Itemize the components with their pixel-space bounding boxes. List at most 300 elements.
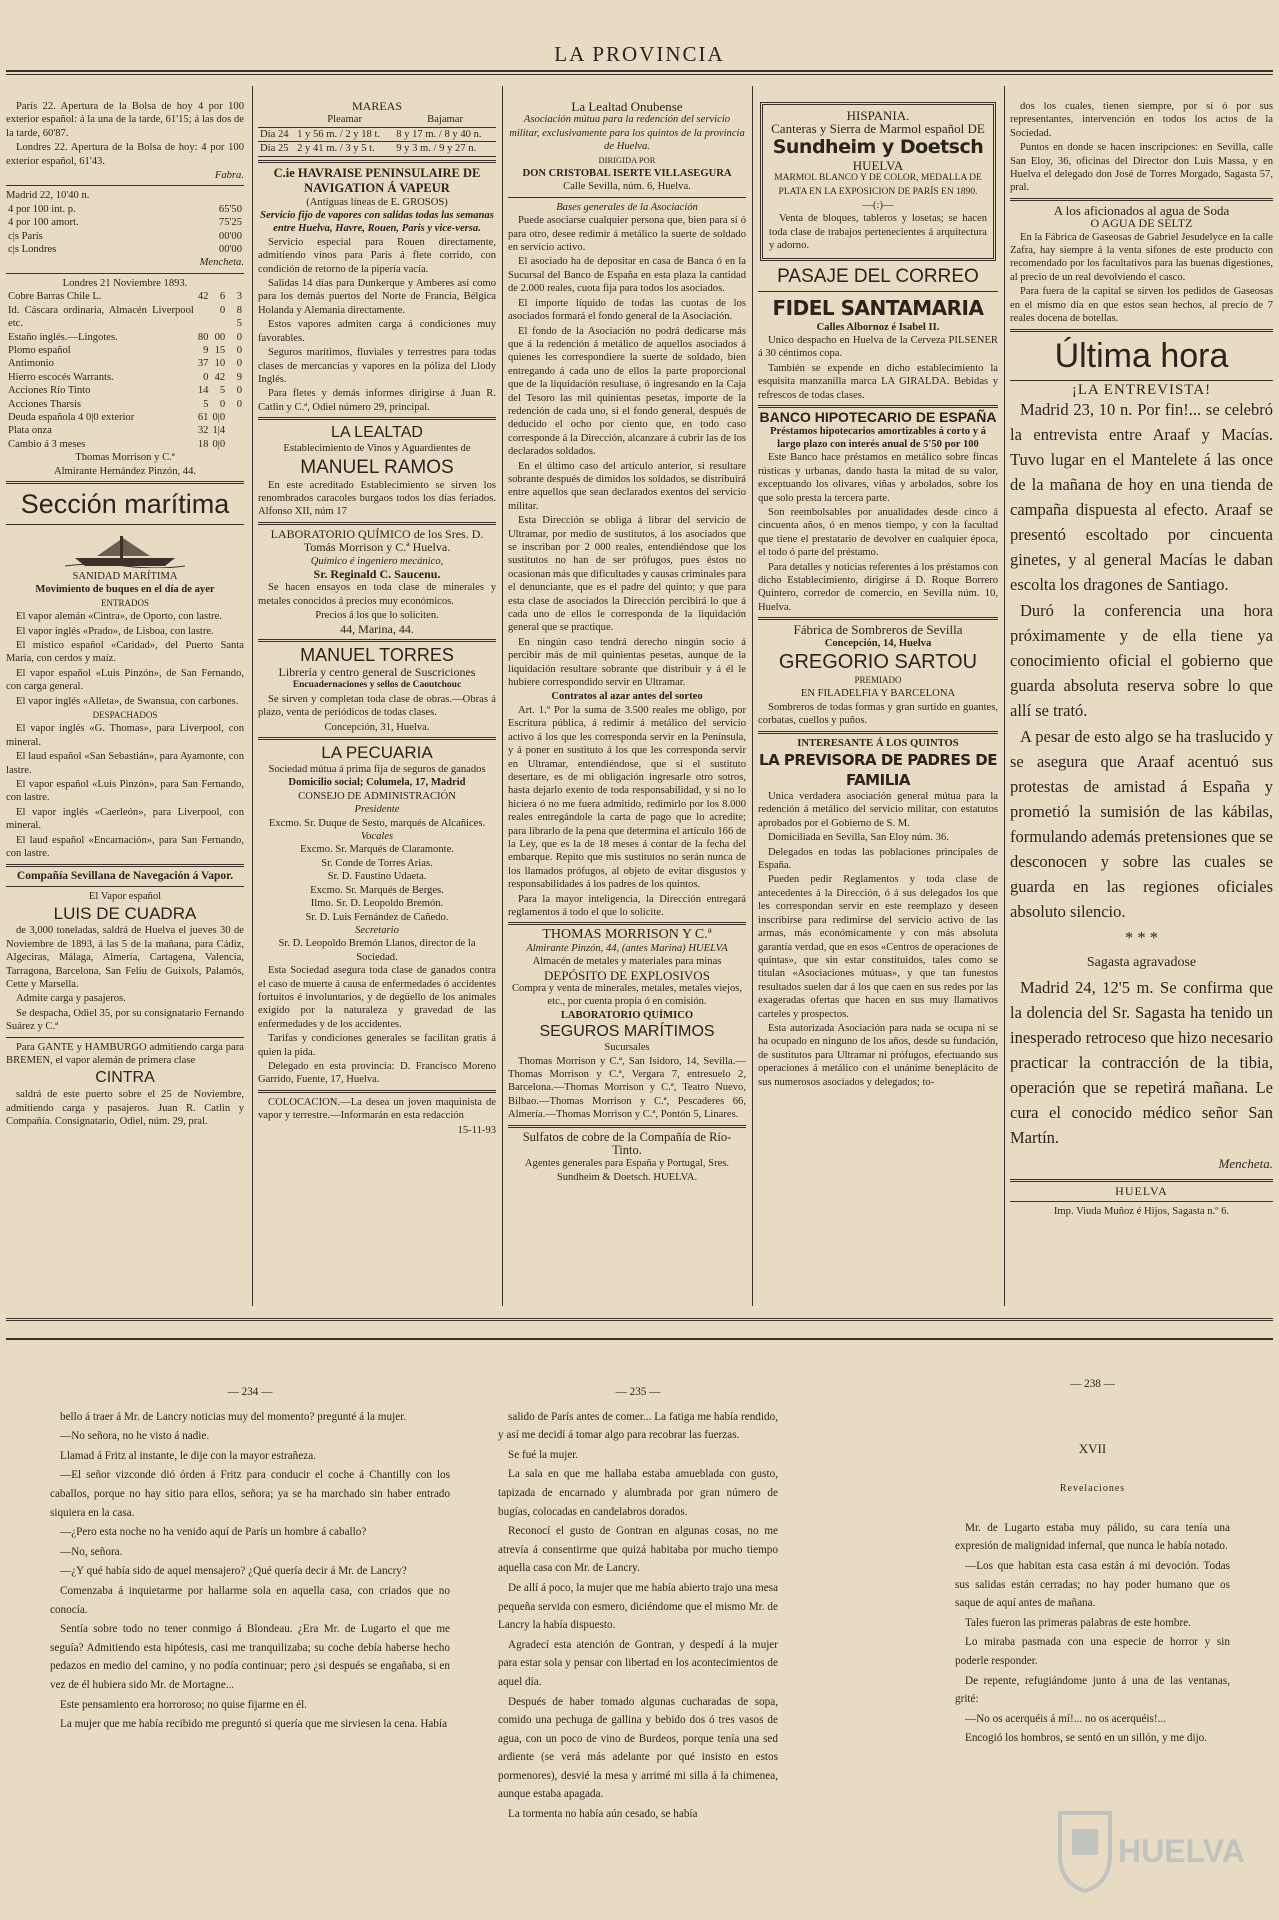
vocal-name: Sr. D. Luis Fernández de Cañedo. [305, 911, 449, 923]
divider [6, 185, 244, 186]
masthead-rule-thin [6, 74, 1273, 75]
table-row [258, 127, 496, 141]
table-cell: Hierro escocés Warrants. [8, 371, 114, 383]
entrevista-text: A pesar de esto algo se ha traslucido y se asegura que Araaf acentuó sus protestas de amistad á España y prometió la sumisión de las kábilas, formulando además pretensiones que se desconocen y sobre las cuales se guarda en las regiones oficiales absoluto silencio. [1010, 726, 1273, 921]
signature-mencheta: Mencheta. [1218, 1155, 1273, 1171]
table-cell: 4 por 100 int. p. [8, 203, 76, 215]
previsora-text: Domiciliada en Sevilla, San Eloy núm. 36. [768, 832, 949, 844]
encuad-line: Encuadernaciones y sellos de Caoutchouc [292, 680, 462, 691]
entrado-item: El vapor inglés «Alleta», de Swansua, con carbones. [16, 695, 239, 707]
seltz-title: O AGUA DE SELTZ [1090, 216, 1193, 231]
table-cell: 0 [236, 344, 242, 356]
table-row [6, 290, 244, 303]
presidente-label: Presidente [354, 804, 400, 816]
concepcion-line: Concepción, 14, Huelva [824, 637, 932, 649]
interesante-heading: INTERESANTE Á LOS QUINTOS [797, 737, 959, 749]
divider [6, 273, 244, 274]
luis-de-cuadra-title: LUIS DE CUADRA [53, 904, 197, 924]
signature-mencheta: Mencheta. [199, 257, 244, 269]
table-row [6, 230, 244, 243]
table-cell: 42 [197, 291, 209, 303]
lealtad-title: LA LEALTAD [331, 424, 423, 442]
serial-paragraph: —¿Y qué había sido de aquel mensajero? ¿Qué quería decir á Mr. de Lancry? [60, 1565, 407, 1578]
serial-paragraph: —Los que habitan esta casa están á mi devoción. Todas sus salidas están cerradas; no hay poder humano que os saque de aquí antes de mañana. [955, 1559, 1230, 1610]
table-cell: 8 5 [236, 304, 242, 330]
masthead-title: LA PROVINCIA [554, 42, 725, 66]
table-cell: 0 [236, 398, 242, 410]
secretario-name: Sr. D. Leopoldo Bremón Llanos, director de la Sociedad. [278, 938, 476, 963]
table-cell: 18 [197, 438, 209, 450]
canteras-line: Canteras y Sierra de Marmol español DE [771, 121, 985, 137]
table-cell: 3 [236, 291, 242, 303]
fidel-text: También se expende en dicho establecimiento la esquisita manzanilla marca LA GIRALDA. Bebidas y refrescos de todas clases. [758, 362, 998, 401]
separator: —(:)— [862, 200, 894, 212]
sucursales-text: Thomas Morrison y C.ª, San Isidoro, 14, Sevilla.—Thomas Morrison y C.ª, Vergara 7, entresuelo 2, Barcelona.—Thomas Morrison y C.ª, Teatro Nuevo, Bilbao.—Thomas Morrison y C.ª, Pescaderes 66, Almería.—Thomas Morrison y C.ª, Pontón 5, Linares. [508, 1055, 746, 1121]
serial-paragraph: —No señora, no he visto á nadie. [60, 1430, 210, 1443]
dirigida-label: DIRIGIDA POR [598, 154, 656, 165]
divider [6, 481, 244, 484]
table-cell: 5 [219, 385, 226, 397]
vapor-label: El Vapor español [88, 890, 162, 902]
table-row [6, 331, 244, 344]
divider [758, 405, 998, 408]
table-row [6, 304, 244, 331]
table-cell: 1 y 56 m. / 2 y 18 t. [297, 128, 381, 140]
hispania-title: HISPANIA. [846, 108, 910, 123]
divider [258, 522, 496, 525]
laboratorio-line: LABORATORIO QUÍMICO [560, 1009, 694, 1021]
table-row [6, 203, 244, 216]
fidel-title: FIDEL SANTAMARIA [772, 295, 984, 320]
sagasta-heading: Sagasta agravadose [1086, 954, 1197, 970]
table-cell: 9 [236, 371, 242, 383]
table-cell [196, 304, 211, 331]
archive-watermark [1050, 1805, 1245, 1895]
serial-paragraph: Este pensamiento era horroroso; no quise fijarme en él. [60, 1698, 307, 1711]
serial-paragraph: bello á traer á Mr. de Lancry noticias muy del momento? pregunté á la mujer. [60, 1410, 407, 1423]
table-row [258, 142, 496, 156]
compra-line: Compra y venta de minerales, metales, metales viejos, etc., por cuenta propia ó en comisión. [511, 983, 743, 1008]
sulfatos-title: Sulfatos de cobre de la Compañía de Río-Tinto. [522, 1129, 732, 1158]
despachado-item: El laud español «Encarnación», para San Fernando, con lastre. [6, 834, 244, 860]
lealtad-text: En este acreditado Establecimiento se sirven los renombrados caracoles burgaos todos los días feriados. Alfonso XII, núm 17 [258, 479, 496, 518]
column-1 [6, 100, 244, 1310]
luis-text: Admite carga y pasajeros. [16, 993, 126, 1005]
serial-page-235 [498, 1383, 778, 1893]
hispania-city: HUELVA [852, 157, 904, 173]
table-cell [258, 113, 295, 127]
table-row [6, 371, 244, 384]
table-cell: 15 [214, 344, 226, 356]
table-cell: 1|4 [212, 425, 226, 437]
morrison-title: THOMAS MORRISON Y C.ª [542, 927, 712, 943]
table-cell [227, 424, 244, 437]
table-cell [227, 438, 244, 451]
havraise-text: Para fletes y demás informes dirigirse á Juan R. Catlin y C.ª, Odiel número 29, principal. [258, 388, 496, 413]
bases-text: Esta Dirección se obliga á librar del servicio de Ultramar, por medio de sustitutos, á los asociados que se inscriban por 2 000 reales, entendiéndose que los sustitutos no han de ser prófugos, pues éstos no ocasionan más que dificultades y causas criminales para el denunciante, que es el padre del quinto; y que para esta clase de asociados la Dirección percibirá lo que á cada uno de ellos le corresponda de la liquidación general que se practique. [508, 515, 746, 634]
colocacion-date: 15-11-93 [457, 1124, 496, 1136]
banco-title: BANCO HIPOTECARIO DE ESPAÑA [759, 409, 997, 426]
entrevista-heading: ¡LA ENTREVISTA! [1071, 381, 1212, 398]
serial-paragraph: —¿Pero esta noche no ha venido aquí de París un hombre á caballo? [60, 1526, 367, 1539]
despachado-item: El vapor español «Luis Pinzón», para San Fernando, con lastre. [6, 779, 244, 804]
marmol-line: MARMOL BLANCO Y DE COLOR, MEDALLA DE PLATA EN LA EXPOSICION DE PARÍS EN 1890. [774, 173, 982, 197]
divider [258, 160, 496, 163]
divider [258, 639, 496, 642]
table-row [6, 411, 244, 424]
serial-paragraph: Encogió los hombros, se sentó en un sillón, y me dijo. [965, 1732, 1208, 1745]
serial-paragraph: La tormenta no había aún cesado, se había [508, 1808, 698, 1821]
premiado-line: EN FILADELFIA Y BARCELONA [800, 688, 956, 700]
divider [508, 922, 746, 925]
bolsa-paris: París 22. Apertura de la Bolsa de hoy 4 por 100 exterior español: á la una de la tarde, 61'15; á las dos de la tarde, 60'87. [6, 101, 244, 139]
contratos-text: Para la mayor inteligencia, la Dirección entregará reglamentos á todo el que lo solicite. [508, 893, 746, 918]
havraise-text: Salidas 14 días para Dunkerque y Amberes así como para los demás puertos del Norte de Francia, Bélgica Holanda y Alemania directamente. [258, 278, 496, 316]
signature-fabra: Fabra. [214, 170, 244, 182]
column-rule [1004, 86, 1005, 1306]
folletin-rule [6, 1338, 1273, 1340]
column-5 [1010, 100, 1273, 1310]
serial-paragraph: —El señor vizconde dió órden á Fritz para conducir el coche á Chantilly con los caballos, porque no hay sitio para ellos, señora; ya se ha marchado sin haber entrado siquiera en la casa. [50, 1469, 450, 1519]
table-cell: 0 [203, 371, 209, 383]
compania-heading: Compañía Sevillana de Navegación á Vapor. [16, 869, 234, 882]
table-cell: 00'00 [218, 230, 242, 242]
column-2 [258, 100, 496, 1310]
laboratorio-address: 44, Marina, 44. [340, 621, 414, 636]
manuel-ramos-title: MANUEL RAMOS [300, 456, 454, 478]
column-rule [252, 86, 253, 1306]
table-cell: Plomo español [8, 344, 71, 356]
divider [1010, 1201, 1273, 1202]
pasaje-title: PASAJE DEL CORREO [777, 265, 979, 287]
pecuaria-subtitle: Sociedad mútua á prima fija de seguros de ganados [268, 764, 486, 776]
secretario-label: Secretario [355, 924, 399, 936]
serial-paragraph: La sala en que me hallaba estaba amueblada con gusto, tapizada de encarnado y alumbrada por gran número de bugías, colocadas en candelabros dorados. [498, 1468, 778, 1518]
divider [508, 197, 746, 198]
morrison-address: Almirante Pinzón, 44, (antes Marina) HUELVA [526, 942, 728, 954]
firm-name: Thomas Morrison y C.ª [75, 452, 175, 464]
torres-address: Concepción, 31, Huelva. [324, 721, 430, 733]
mareas-heading: MAREAS [351, 100, 402, 113]
vocal-name: Excmo. Sr. Marqués de Berges. [310, 884, 444, 896]
venta-text: Venta de bloques, tableros y losetas; se hacen toda clase de trabajos pertenecientes á arquitectura y adorno. [769, 213, 987, 252]
table-cell: 0 [236, 385, 242, 397]
onubense-address: Calle Sevilla, núm. 6, Huelva. [563, 181, 691, 193]
table-cell: 0 [219, 398, 226, 410]
sundheim-title: Sundheim y Doetsch [772, 135, 984, 158]
madrid-heading: Madrid 22, 10'40 n. [6, 190, 90, 202]
tarifas-text: Tarifas y condiciones generales se facilitan gratis á quien la pida. [258, 1033, 496, 1058]
seltz-text: En la Fábrica de Gaseosas de Gabriel Jesudelyce en la calle Zafra, hay siempre á la venta sifones de este producto con recomendado por los facultativos para las buenas digestiones, al precio de un real devolviendo el casco. [1010, 231, 1273, 283]
ultima-hora-heading: Última hora [1054, 336, 1229, 375]
serial-paragraph: Llamad á Fritz al instante, le dije con la mayor estrañeza. [60, 1449, 316, 1462]
fabrica-title: Fábrica de Sombreros de Sevilla [793, 622, 963, 638]
table-cell: Id. Cáscara ordinaria, Almacén Liverpool etc. [8, 304, 194, 330]
havraise-title: C.ie HAVRAISE PENINSULAIRE DE NAVIGATION Á VAPEUR [273, 165, 481, 195]
entrado-item: El místico español «Caridad», del Puerto Santa María, con cerdos y maíz. [6, 640, 244, 665]
bases-text: En ningún caso tendrá derecho ningún socio á percibir más de mil quinientas pesetas, aunque de la liquidación resultare sobrante que distribuir y á él le hubiere correspondido servir en Ultramar. [508, 636, 746, 689]
table-cell: 10 [214, 358, 226, 370]
table-cell: 0 [236, 331, 242, 343]
torres-text: Se sirven y completan toda clase de obras.—Obras á plazo, venta de periódicos de todas clases. [258, 693, 496, 719]
previsora-text: Delegados en todas las poblaciones principales de España. [758, 846, 998, 872]
table-cell: Pleamar [327, 114, 362, 126]
divider [258, 737, 496, 740]
table-cell: Acciones Tharsis [8, 398, 82, 410]
previsora-title: LA PREVISORA DE PADRES DE FAMILIA [759, 751, 997, 790]
table-row [6, 438, 244, 451]
despachado-item: El vapor inglés «Caerleón», para Liverpool, con mineral. [6, 806, 244, 832]
huelva-footer: HUELVA [1115, 1183, 1168, 1198]
entrados-heading: ENTRADOS [100, 597, 149, 608]
table-row [6, 384, 244, 397]
table-cell: 5 [203, 398, 209, 410]
serial-paragraph: Comenzaba á inquietarme por hallarme sola en aquella casa, con criados que no conocía. [50, 1584, 450, 1616]
divider [1010, 380, 1273, 381]
chapter-title: Revelaciones [1059, 1483, 1126, 1495]
watermark-text: HUELVA [1118, 1833, 1245, 1869]
table-cell: Cobre Barras Chile L. [8, 291, 102, 303]
entrado-item: El vapor alemán «Cintra», de Oporto, con lastre. [16, 611, 222, 623]
sartou-title: GREGORIO SARTOU [778, 651, 978, 673]
chapter-number: XVII [1078, 1440, 1107, 1456]
entrevista-text: Madrid 23, 10 n. Por fin!... se celebró la entrevista entre Araaf y Macías. Tuvo lugar en el Mantelete á las once de la mañana de hoy en una tienda de campaña dispuesta al efecto. Araaf se presentó escoltado por cincuenta ginetes, y al general Macías le daban escolta los dragones de Santiago. [1010, 399, 1273, 594]
vocal-name: Sr. D. Faustino Udaeta. [327, 871, 427, 883]
previsora-continued: dos los cuales, tienen siempre, por sí ó por sus representantes, intervención en todos los actos de la Sociedad. [1010, 101, 1273, 139]
table-cell: 2 y 41 m. / 3 y 5 t. [297, 143, 375, 155]
entrado-item: El vapor inglés «Prado», de Lisboa, con lastre. [16, 625, 214, 637]
table-cell: 4 por 100 amort. [8, 217, 79, 229]
divider [758, 731, 998, 734]
presidente-name: Excmo. Sr. Duque de Sesto, marqués de Alcañices. [268, 817, 486, 829]
cintra-text: saldrá de este puerto sobre el 25 de Noviembre, admitiendo carga y pasajeros. Juan R. Catlin y Compañía. Consignatario, Odiel, núm. 29, pral. [6, 1089, 244, 1128]
cintra-title: CINTRA [95, 1069, 155, 1087]
divider [1010, 198, 1273, 201]
bases-text: En el último caso del artículo anterior, si resultare sobrante después de dimidos los soldados, se distribuirá entre aquellos que sean declarados exentos del servicio militar. [508, 460, 746, 512]
table-cell: c|s París [8, 230, 43, 242]
table-cell: Día 25 [260, 143, 289, 155]
serial-paragraph: Se fué la mujer. [508, 1448, 579, 1461]
table-cell: 00'00 [218, 244, 242, 256]
table-cell: 42 [214, 371, 226, 383]
madrid-table [6, 203, 244, 257]
fidel-text: Unico despacho en Huelva de la Cerveza PILSENER á 30 céntimos copa. [758, 335, 998, 360]
table-cell: Estaño inglés.—Lingotes. [8, 331, 118, 343]
luis-text: de 3,000 toneladas, saldrá de Huelva el jueves 30 de Noviembre de 1893, á las 5 de la mañana, para Cádiz, Algeciras, Málaga, Almería, Cartagena, Valencia, Tarragona, Barcelona, San Feliu de Guixols, Palamós, Cette y Marsella. [6, 925, 244, 990]
londres-heading: Londres 21 Noviembre 1893. [62, 277, 188, 289]
table-cell: 8 y 17 m. / 8 y 40 n. [396, 128, 482, 140]
page-number: — 238 — [1070, 1378, 1115, 1390]
despachado-item: El laud español «San Sebastián», para Ayamonte, con lastre. [6, 751, 244, 776]
divider [6, 886, 244, 887]
entrado-item: El vapor español «Luis Pinzón», de San Fernando, con carga general. [6, 667, 244, 693]
bases-heading: Bases generales de la Asociación [556, 201, 698, 213]
grosos-subtitle: (Antiguas líneas de E. GROSOS) [306, 196, 448, 208]
column-rule [502, 86, 503, 1306]
havraise-text: Servicio especial para Rouen directamente, admitiendo vinos para París á flete corrido, con condición de retorno de la pipería vacía. [258, 236, 496, 275]
table-cell: 0|0 [212, 438, 226, 450]
folletin-rule [6, 1318, 1273, 1321]
seguros-line: SEGUROS MARÍTIMOS [539, 1023, 715, 1041]
table-row [6, 344, 244, 357]
table-cell: 0 [219, 304, 226, 316]
imprenta-line: Imp. Viuda Muñoz é Hijos, Sagasta n.º 6. [1053, 1206, 1230, 1218]
luis-text: Se despacha, Odiel 35, por su consignatario Fernando Suárez y C.ª [6, 1007, 244, 1033]
ship-icon [65, 528, 185, 568]
seltz-text: Para fuera de la capital se sirven los pedidos de Gaseosas en el mismo día en que estos sean hechos, al precio de 7 reales docena de botellas. [1010, 286, 1273, 325]
serial-paragraph: —No os acerquéis á mí!... no os acerquéis!... [965, 1712, 1167, 1725]
hispania-box [760, 102, 996, 261]
divider [6, 1037, 244, 1038]
column-rule [752, 86, 753, 1306]
vocal-name: Sr. Conde de Torres Arias. [321, 857, 433, 869]
serial-paragraph: La mujer que me había recibido me preguntó si quería que me sirviesen la cena. Había [60, 1718, 448, 1731]
table-cell: 61 [197, 411, 209, 423]
deposito-line: DEPÓSITO DE EXPLOSIVOS [544, 967, 710, 983]
movimiento-heading: Movimiento de buques en el día de ayer [35, 584, 215, 596]
table-cell: 9 [203, 344, 209, 356]
divider [258, 417, 496, 420]
table-cell: Deuda española 4 0|0 exterior [8, 411, 135, 423]
entrevista-text: Duró la conferencia una hora próximamente y de ella tiene ya conocimiento oficial el gobierno que guarda absoluta reserva sobre lo que allí se trató. [1010, 600, 1273, 720]
table-row [6, 243, 244, 256]
laboratorio-text: Se hacen ensayos en toda clase de minerales y metales conocidos á precios muy económicos. [258, 582, 496, 607]
despachado-item: El vapor inglés «G. Thomas», para Liverpool, con mineral. [6, 723, 244, 748]
divider [258, 1090, 496, 1093]
table-row [258, 113, 496, 127]
consejo-heading: CONSEJO DE ADMINISTRACIÓN [298, 790, 456, 802]
serial-paragraph: De allí á poco, la mujer que me había abierto trajo una mesa pequeña servida con esmero, diciéndome que el mismo Mr. de Lancry la había dispuesto. [498, 1581, 778, 1632]
table-cell: 75'25 [218, 217, 242, 229]
vocal-name: Excmo. Sr. Marqués de Claramonte. [300, 844, 454, 856]
table-cell: 00 [214, 331, 226, 343]
sucursales-label: Sucursales [604, 1042, 650, 1054]
column-3 [508, 100, 746, 1310]
table-cell: Bajamar [427, 114, 464, 126]
table-cell: 65'50 [218, 203, 242, 215]
lealtad-subtitle: Establecimiento de Vinos y Aguardientes de [283, 443, 471, 455]
serial-page-234 [50, 1383, 450, 1893]
previsora-text: Esta autorizada Asociación para nada se ocupa ni se ha ocupado en ninguno de los años, desde su fundación, de sustitutos para Ultramar ni prófugos, efectuando sus operaciones á metálico con el unánime beneplácito de sus numerosos asociados y delegados; to- [758, 1022, 998, 1088]
banco-text: Para detalles y noticias referentes á los préstamos con dicho Establecimiento, dirigirse á D. Roque Borrero Quintero, corredor de comercio, en Sevilla núm. 10, Huelva. [758, 561, 998, 613]
sagasta-text: Madrid 24, 12'5 m. Se confirma que la dolencia del Sr. Sagasta ha tenido un inesperado retroceso que hizo necesario practicar la contracción de la tibia, operación que se repetirá mañana. Le cura el conocido médico señor San Martín. [1010, 977, 1273, 1147]
serial-paragraph: Sentía sobre todo no tener conmigo á Blondeau. ¿Era Mr. de Lugarto el que me seguía? Admitiendo esta hipótesis, casi me tranquilizaba; su coche debía haberse hecho pedazos en medio del camino, y no podía continuar; pero ¿si después se engañaba, si en vez de él hubiera sido Mr. de Mortagne... [50, 1623, 450, 1691]
pecuaria-text: Esta Sociedad asegura toda clase de ganados contra el caso de muerte á causa de enfermedades ó accidentes fortuitos é involuntarios, y de degüello de los animales exigido por la naturaleza y gravedad de las enfermedades y de los accidentes. [258, 965, 496, 1030]
contratos-text: Art. 1.º Por la suma de 3.500 reales me obligo, por Escritura pública, á redimir á metálico del servicio activo á los que les corresponda servir en la Península, y á poner en sustituto á los que les corresponda servir en Ultramar, entendiéndose, que si el sustituto desertare, es de mi obligación ingresarle otro sotros, hasta dejarlo exento de toda responsabilidad, y si no lo hiciera ó no me fuera admitido, redimirlo por los 8.000 reales entregándole la carta de pago que lo acredite; para librarlo de la pena que determina el artículo 166 de la Ley, que es la de 18 meses á contar de la fecha del embarque. Repito que mis sustitutos no serán nunca de los llamados prófugos, al objeto de evitar disgustos y responsabilidades á los padres de los quintos. [508, 704, 746, 891]
table-cell: 80 [197, 331, 209, 343]
prestamos-line: Préstamos hipotecarios amortizables á corto y á largo plazo con interés anual de 5'50 por 100 [770, 425, 986, 450]
manuel-torres-title: MANUEL TORRES [300, 645, 454, 665]
havraise-text: Estos vapores admiten carga á condiciones muy favorables. [258, 319, 496, 344]
aficionados-title: A los aficionados al agua de Soda [1053, 202, 1230, 218]
table-row [6, 398, 244, 411]
table-cell: Día 24 [260, 128, 289, 140]
serial-paragraph: Agradecí esta atención de Gontran, y despedí á la mujer para estar sola y pensar con libertad en los acontecimientos de aquel día. [498, 1638, 778, 1688]
havraise-text: Seguros marítimos, fluviales y terrestres para todas clases de mercancías y vapores en la póliza del Llody Inglés. [258, 347, 496, 385]
premiado-label: PREMIADO [854, 675, 902, 685]
table-cell: 14 [197, 385, 209, 397]
despachados-heading: DESPACHADOS [92, 710, 158, 721]
onubense-subtitle: Asociación mútua para la redención del servicio militar, exclusivamente para los quintos de la provincia de Huelva. [509, 114, 745, 153]
pecuaria-title: LA PECUARIA [321, 743, 433, 763]
divider [6, 524, 244, 525]
table-cell: 32 [197, 425, 209, 437]
table-cell [227, 411, 244, 424]
gante-text: Para GANTE y HAMBURGO admitiendo carga para BREMEN, el vapor alemán de primera clase [6, 1041, 244, 1066]
stars-separator: * * * [1125, 927, 1158, 947]
bolsa-londres: Londres 22. Apertura de la Bolsa de hoy: 4 por 100 exterior español, 61'43. [6, 142, 244, 167]
divider [758, 617, 998, 620]
almacen-line: Almacén de metales y materiales para minas [532, 956, 722, 968]
masthead-rule [6, 70, 1273, 72]
seccion-maritima-heading: Sección marítima [20, 488, 230, 519]
firm-address: Almirante Hernández Pinzón, 44. [53, 465, 197, 477]
quimico-line: Químico é ingeniero mecánico, [310, 555, 444, 567]
serial-paragraph: Lo miraba pasmada con una especie de horror y sin poderle responder. [955, 1636, 1230, 1667]
laboratorio-text: Precios á los que lo soliciten. [315, 610, 439, 622]
table-cell: Acciones Río Tinto [8, 385, 91, 397]
table-cell: c|s Londres [8, 244, 57, 256]
table-row [6, 357, 244, 370]
director-name: DON CRISTOBAL ISERTE VILLASEGURA [522, 168, 732, 180]
table-row [6, 216, 244, 229]
domicilio-line: Domicilio social; Columela, 17, Madrid [288, 777, 466, 789]
bases-text: El fondo de la Asociación no podrá dedicarse más que á la redención á metálico de aquellos asociados á quienes les correspondiere la suerte de soldado, bien entregando á cada uno de ellos la parte proporcional que de la liquidación resultase, ó ingresando en la Caja del Tesoro las mil quinientas pesetas, importe de la redención de cada uno, si el fondo general, después de deducido el ocho por ciento que, en todo caso corresponde á la Dirección, alcanzare á cubrir las de los declarados soldados. [508, 325, 746, 458]
serial-paragraph: salido de París antes de comer... La fatiga me había rendido, y así me decidí á tomar algo para recobrar las fuerzas. [498, 1410, 778, 1442]
contratos-heading: Contratos al azar antes del sorteo [551, 691, 703, 703]
table-cell: 9 y 3 m. / 9 y 27 n. [396, 143, 477, 155]
delegado-text: Delegado en esta provincia: D. Francisco Moreno Garrido, Fuente, 17, Huelva. [258, 1060, 496, 1086]
column-4 [758, 100, 998, 1310]
saucenu-name: Sr. Reginald C. Saucenu. [313, 566, 441, 581]
table-cell: 6 [219, 291, 226, 303]
divider [6, 864, 244, 867]
divider [758, 291, 998, 292]
previsora-text: Pueden pedir Reglamentos y toda clase de antecedentes á la Dirección, ó á sus delegados los que les correspondan servir en este reemplazo y deseen inscribirse para redimirse del servicio activo de las armas, más económicamente y con más absoluta garantía verdad, que en esos «Centros de operaciones de quintas», que sin estar constituidos, tales como se titulan «Asociaciones mútuas», y que tan funestos resultados suelen dar á los que caen en sus redes por las exageradas ofertas que hacen en sus muy llamativos carteles y prospectos. [758, 874, 998, 1020]
bases-text: El asociado ha de depositar en casa de Banca ó en la Sucursal del Banco de España en esta plaza la cantidad de 2.000 reales, cuota fija para todos los asociados. [508, 256, 746, 295]
servicio-line: Servicio fijo de vapores con salidas todas las semanas entre Huelva, Havre, Rouen, Paris y vice-versa. [260, 210, 494, 235]
laboratorio-title: LABORATORIO QUÍMICO de los Sres. D. Tomás Morrison y C.ª Huelva. [270, 526, 484, 555]
divider [508, 1125, 746, 1128]
table-cell: Cambio á 3 meses [8, 438, 86, 450]
table-cell: 0 [236, 358, 242, 370]
table-cell: 0|0 [212, 411, 226, 423]
divider [1010, 1179, 1273, 1182]
serial-paragraph: Mr. de Lugarto estaba muy pálido, su cara tenía una expresión de malignidad infernal, que nunca le había notado. [955, 1521, 1230, 1553]
bases-text: Puede asociarse cualquier persona que, bien para sí ó para otro, desee redimir á metálico la suerte de soldado en servicio activo. [508, 215, 746, 254]
banco-text: Este Banco hace préstamos en metálico sobre fincas rústicas y urbanas, dando hasta la mitad de su valor, exceptuando los olivares, viñas y arbolados, sobre los que solo presta la tercera parte. [758, 452, 998, 504]
table-cell: Antimonio [8, 358, 54, 370]
table-cell: Plata onza [8, 425, 52, 437]
page-number: — 234 — [227, 1386, 273, 1398]
colocacion-text: COLOCACION.—La desea un joven maquinista de vapor y terrestre.—Informarán en esta redacción [258, 1096, 496, 1122]
vocal-name: Ilmo. Sr. D. Leopoldo Bremón. [310, 898, 444, 910]
divider [1010, 329, 1273, 332]
sombreros-text: Sombreros de todas formas y gran surtido en guantes, corbatas, cuellos y puños. [758, 701, 998, 727]
onubense-title: La Lealtad Onubense [571, 100, 683, 114]
libreria-line: Librería y centro general de Suscriciones [278, 665, 476, 679]
calles-line: Calles Albornoz é Isabel II. [816, 321, 940, 333]
vocales-label: Vocales [360, 831, 394, 843]
bases-text: El importe líquido de todas las cuotas de los asociados formará el fondo general de la Asociación. [508, 297, 746, 323]
serial-paragraph: Tales fueron las primeras palabras de este hombre. [965, 1616, 1191, 1629]
previsora-text: Unica verdadera asociación general mútua para la redención á metálico del servicio militar, con estatutos aprobados por el Gobierno de S. M. [758, 791, 998, 829]
metals-table [6, 290, 244, 451]
agentes-line: Agentes generales para España y Portugal, Sres. Sundheim & Doetsch. HUELVA. [524, 1158, 730, 1183]
table-cell: 37 [197, 358, 209, 370]
serial-paragraph: Reconocí el gusto de Gontran en algunas cosas, no me atrevía á consentirme que quizá habitaba por mucho tiempo aquella casa con Mr. de Lancry. [498, 1525, 778, 1575]
mareas-table [258, 113, 496, 156]
